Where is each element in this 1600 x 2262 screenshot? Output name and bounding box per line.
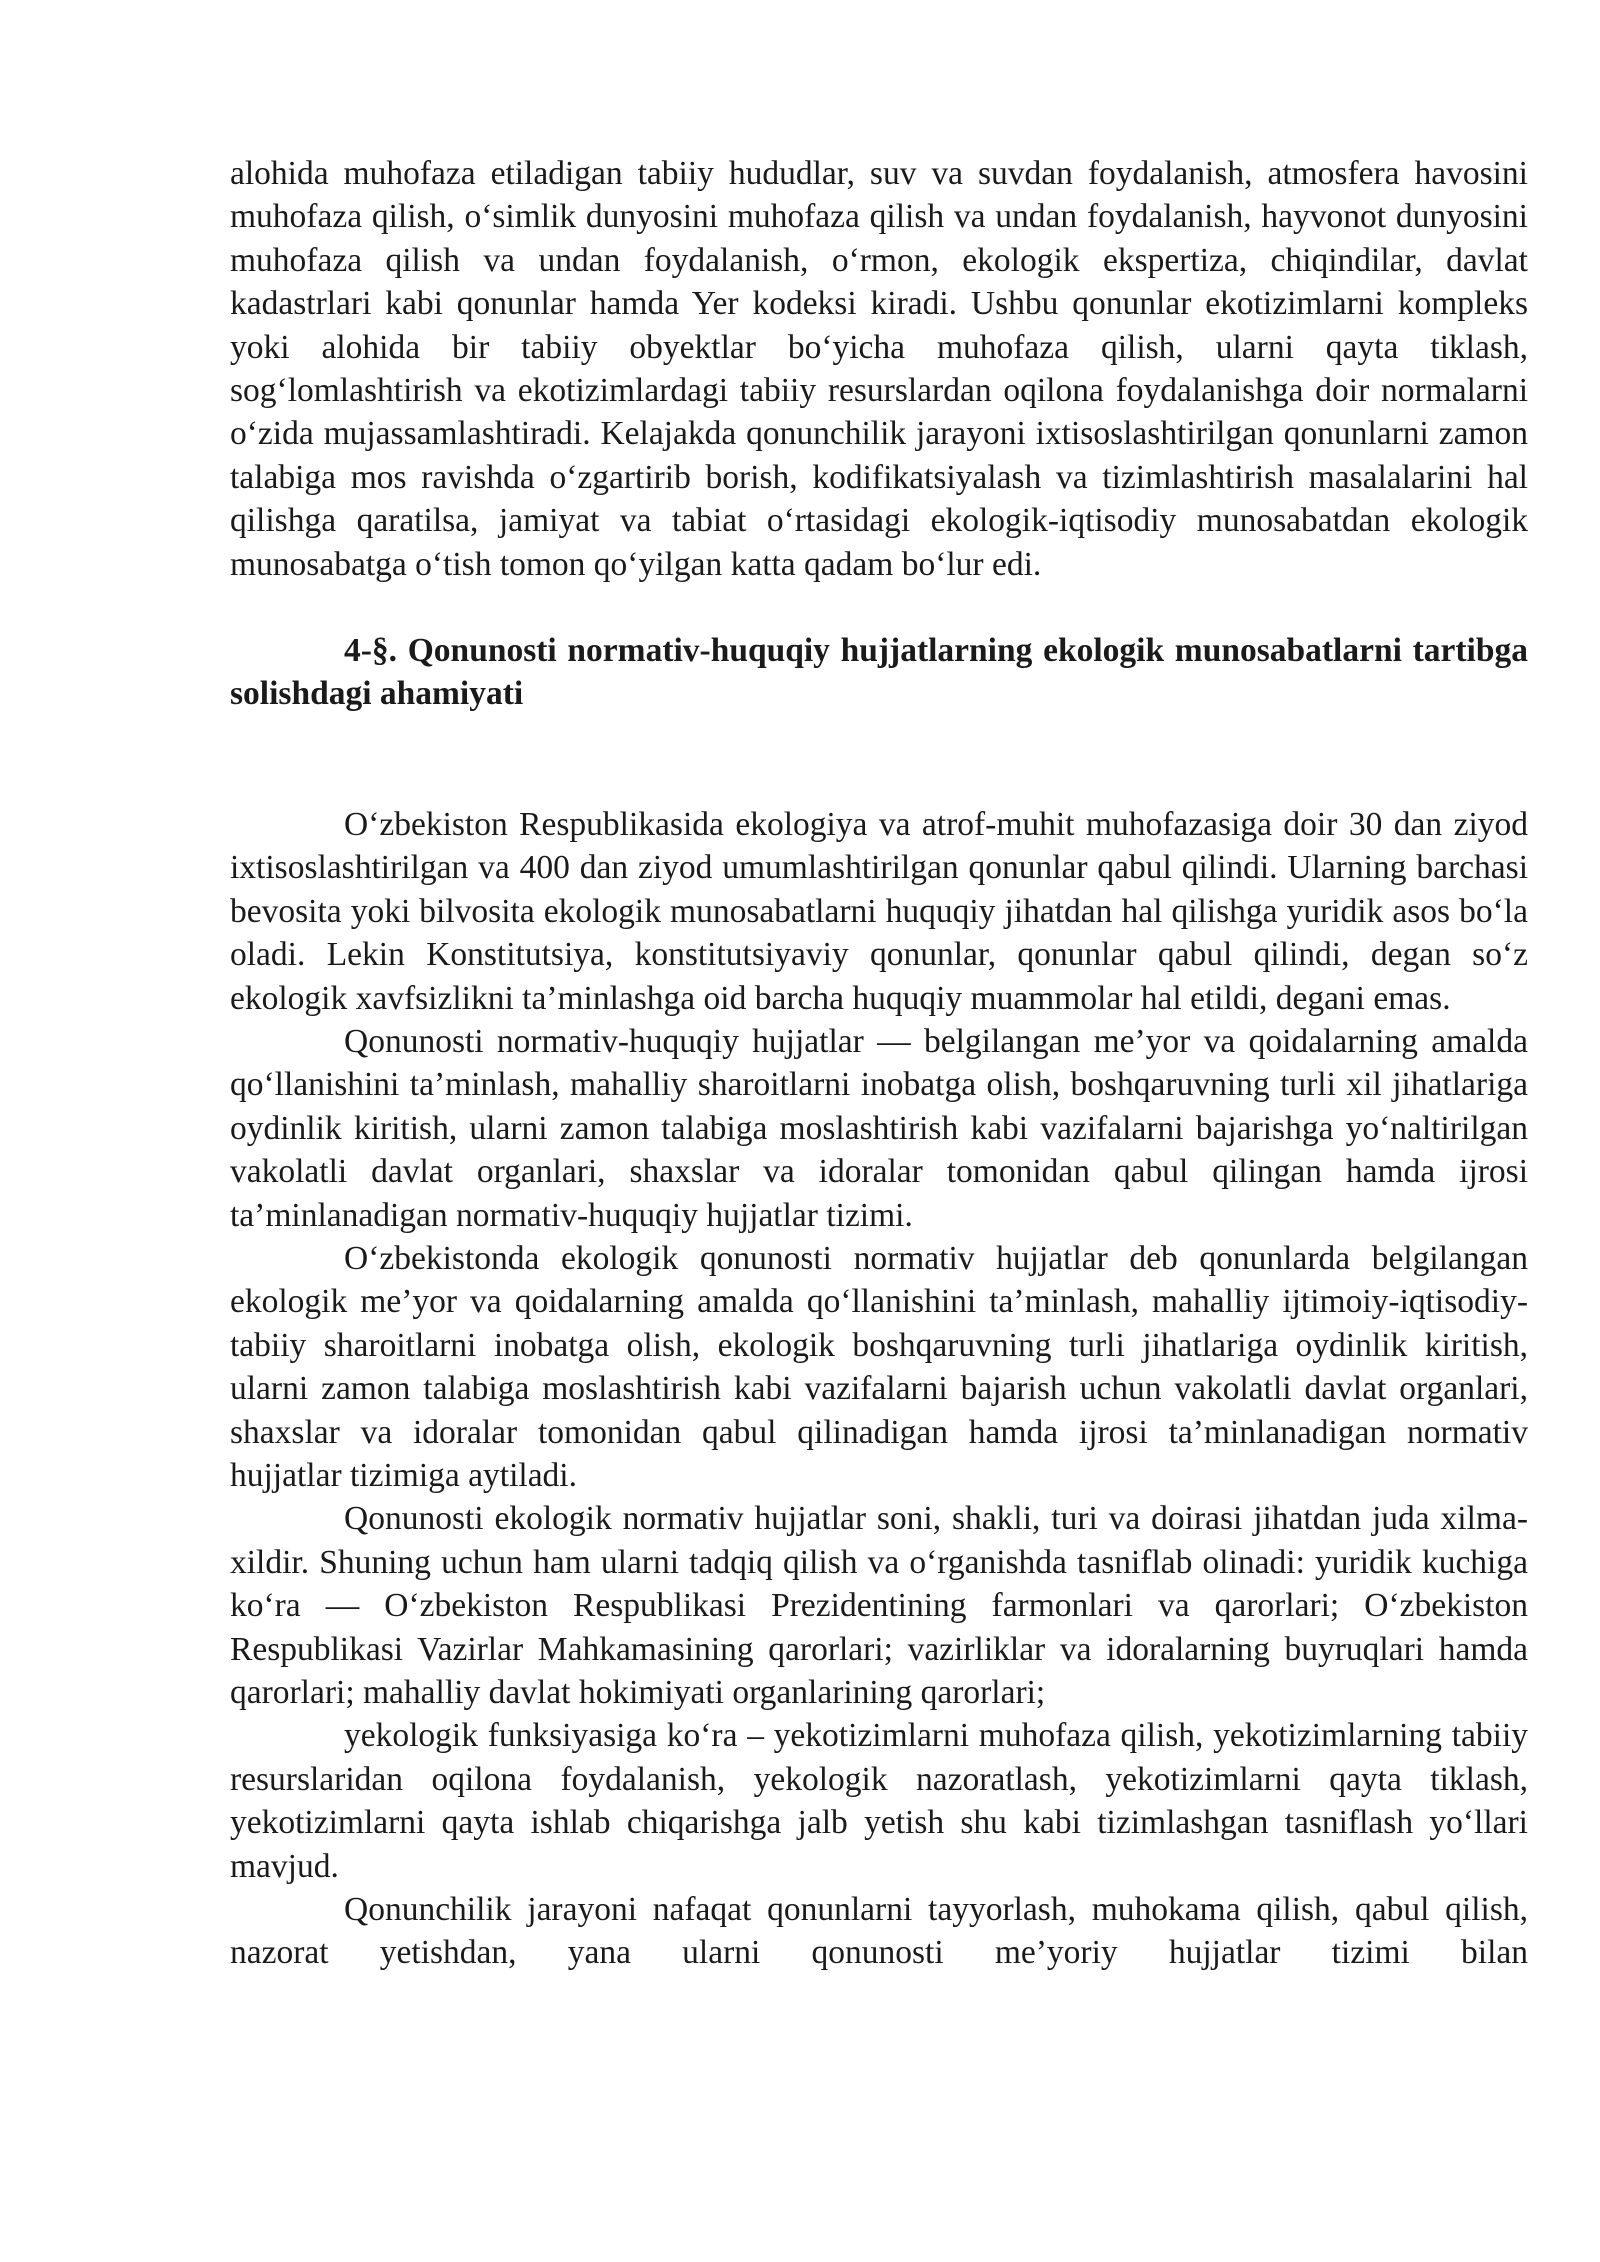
body-paragraph: Qonunosti ekologik normativ hujjatlar soni, shakli, turi va doirasi jihatdan juda xilma-xildir. Shuning uchun ham ularni tadqiq qilish va o‘rganishda tasniflab olinadi: yuridik kuchiga ko‘ra — O‘zbekiston Respublikasi Prezidentining farmonlari va qarorlari; O‘zbekiston Respublikasi Vazirlar Mahkamasining qarorlari; vazirliklar va idoralarning buyruqlari hamda qarorlari; mahalliy davlat hokimiyati organlarining qarorlari;	[230, 1500, 1528, 1711]
body-paragraph: Qonunosti normativ-huquqiy hujjatlar — belgilangan me’yor va qoidalarning amalda qo‘llanishini ta’minlash, mahalliy sharoitlarni inobatga olish, boshqaruvning turli xil jihatlariga oydinlik kiritish, ularni zamon talabiga moslashtirish kabi vazifalarni bajarishga yo‘naltirilgan vakolatli davlat organlari, shaxslar va idoralar tomonidan qabul qilingan hamda ijrosi ta’minlanadigan normativ-huquqiy hujjatlar tizimi.	[230, 1022, 1528, 1234]
document-page	[230, 152, 1528, 1975]
section-heading: 4-§. Qonunosti normativ-huquqiy hujjatlarning ekologik munosabatlarni tartibga solishdagi ahamiyati	[230, 632, 1528, 713]
body-paragraph: alohida muhofaza etiladigan tabiiy hududlar, suv va suvdan foydalanish, atmosfera havosini muhofaza qilish, o‘simlik dunyosini muhofaza qilish va undan foydalanish, hayvonot dunyosini muhofaza qilish va undan foydalanish, o‘rmon, ekologik ekspertiza, chiqindilar, davlat kadastrlari kabi qonunlar hamda Yer kodeksi kiradi. Ushbu qonunlar ekotizimlarni kompleks yoki alohida bir tabiiy obyektlar bo‘yicha muhofaza qilish, ularni qayta tiklash, sog‘lomlashtirish va ekotizimlardagi tabiiy resurslardan oqilona foydalanishga doir normalarni o‘zida mujassamlashtiradi. Kelajakda qonunchilik jarayoni ixtisoslashtirilgan qonunlarni zamon talabiga mos ravishda o‘zgartirib borish, kodifikatsiyalash va tizimlashtirish masalalarini hal qilishga qaratilsa, jamiyat va tabiat o‘rtasidagi ekologik-iqtisodiy munosabatdan ekologik munosabatga o‘tish tomon qo‘yilgan katta qadam bo‘lur edi.	[230, 155, 1528, 583]
body-paragraph: yekologik funksiyasiga ko‘ra – yekotizimlarni muhofaza qilish, yekotizimlarning tabiiy resurslaridan oqilona foydalanish, yekologik nazoratlash, yekotizimlarni qayta tiklash, yekotizimlarni qayta ishlab chiqarishga jalb yetish shu kabi tizimlashgan tasniflash yo‘llari mavjud.	[230, 1717, 1528, 1885]
body-paragraph: O‘zbekistonda ekologik qonunosti normativ hujjatlar deb qonunlarda belgilangan ekologik me’yor va qoidalarning amalda qo‘llanishini ta’minlash, mahalliy ijtimoiy-iqtisodiy-tabiiy sharoitlarni inobatga olish, ekologik boshqaruvning turli jihatlariga oydinlik kiritish, ularni zamon talabiga moslashtirish kabi vazifalarni bajarish uchun vakolatli davlat organlari, shaxslar va idoralar tomonidan qabul qilinadigan hamda ijrosi ta’minlanadigan normativ hujjatlar tizimiga aytiladi.	[230, 1239, 1528, 1494]
body-paragraph: Qonunchilik jarayoni nafaqat qonunlarni tayyorlash, muhokama qilish, qabul qilish, nazorat yetishdan, yana ularni qonunosti me’yoriy hujjatlar tizimi bilan	[230, 1891, 1528, 1972]
body-paragraph: O‘zbekiston Respublikasida ekologiya va atrof-muhit muhofazasiga doir 30 dan ziyod ixtisoslashtirilgan va 400 dan ziyod umumlashtirilgan qonunlar qabul qilindi. Ularning barchasi bevosita yoki bilvosita ekologik munosabatlarni huquqiy jihatdan hal qilishga yuridik asos bo‘la oladi. Lekin Konstitutsiya, konstitutsiyaviy qonunlar, qonunlar qabul qilindi, degan so‘z ekologik xavfsizlikni ta’minlashga oid barcha huquqiy muammolar hal etildi, degani emas.	[230, 805, 1528, 1017]
